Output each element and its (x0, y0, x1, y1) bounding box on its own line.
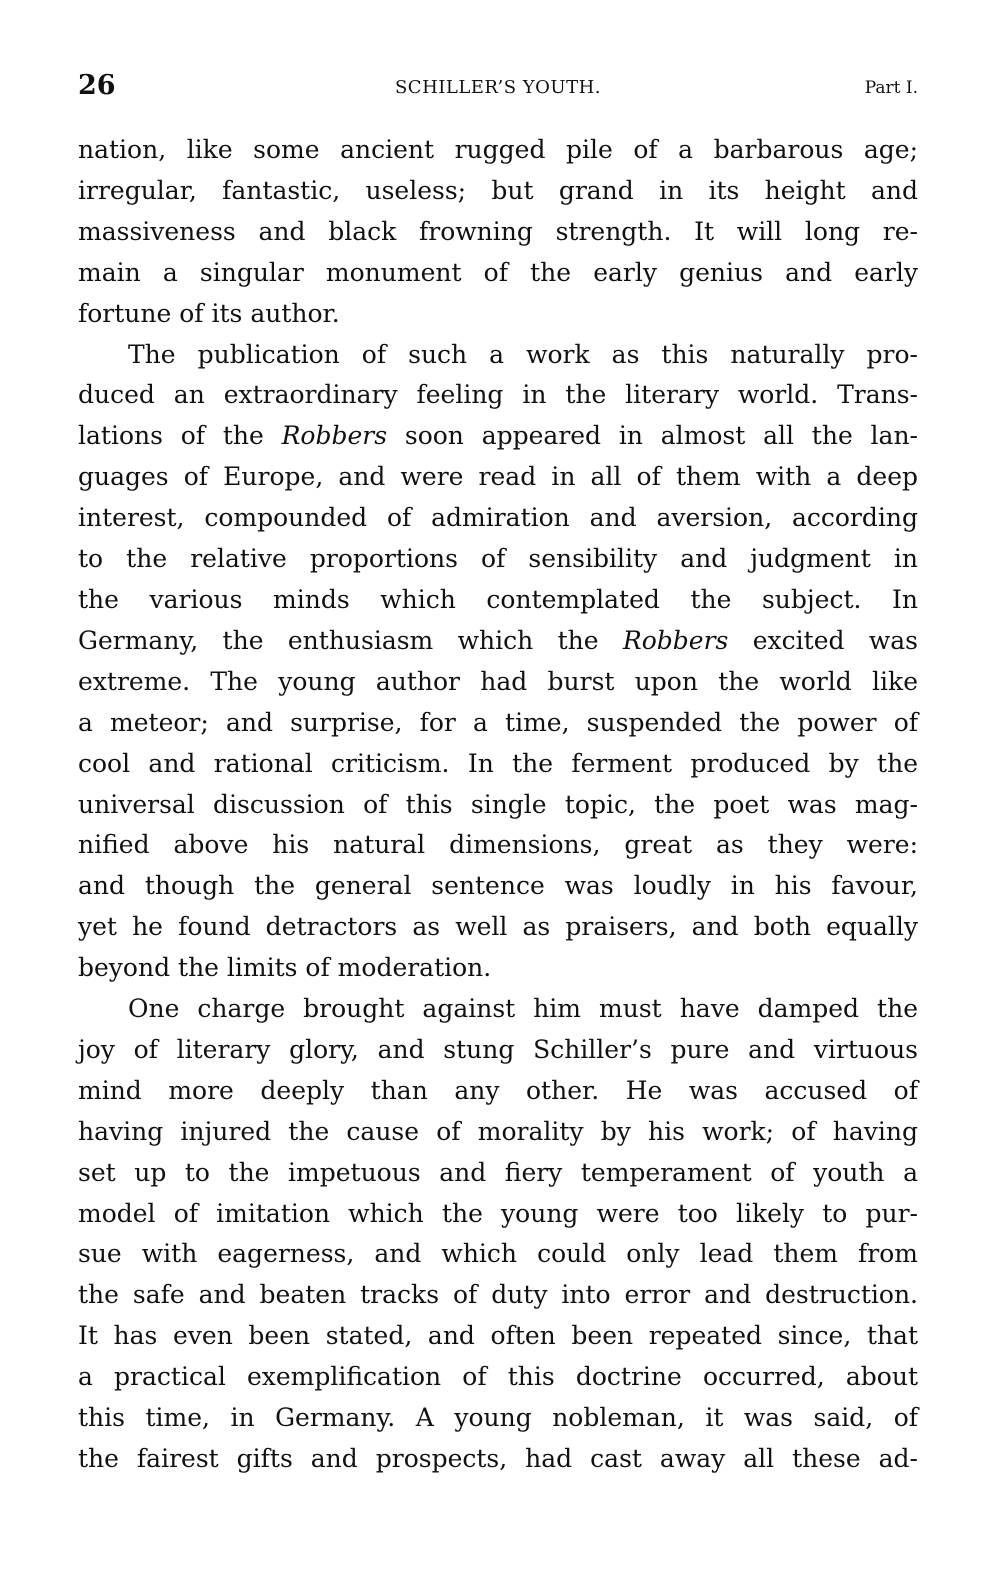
italic-title: Robbers (622, 625, 729, 655)
running-head (78, 70, 918, 110)
book-page (78, 70, 918, 1480)
text-line: mind more deeply than any other. He was accused of (78, 1075, 918, 1105)
text-line: a practical exemplification of this doctrine occurred, about (78, 1362, 918, 1392)
text-line: The publication of such a work as this naturally pro- (128, 339, 918, 369)
paragraph (78, 989, 918, 1480)
text-line: joy of literary glory, and stung Schiller’s pure and virtuous (78, 1034, 918, 1064)
page-number: 26 (78, 70, 116, 101)
text-line: nation, like some ancient rugged pile of a barbarous age; (78, 135, 918, 164)
text-line: the safe and beaten tracks of duty into error and destruction. (78, 1280, 918, 1310)
text-line-mixed (78, 621, 918, 662)
text-line: extreme. The young author had burst upon the world like (78, 666, 918, 696)
part-label: Part I. (864, 78, 918, 98)
text-line: the fairest gifts and prospects, had cast away all these ad- (78, 1444, 918, 1473)
text-line: irregular, fantastic, useless; but grand in its height and (78, 175, 918, 205)
text-line: model of imitation which the young were too likely to pur- (78, 1198, 918, 1228)
text-line: duced an extraordinary feeling in the literary world. Trans- (78, 380, 918, 410)
text-line: interest, compounded of admiration and aversion, according (78, 503, 918, 533)
text-line: having injured the cause of morality by his work; of having (78, 1116, 918, 1146)
text-line: beyond the limits of moderation. (78, 953, 492, 983)
text-line-mixed (78, 416, 918, 457)
text-run: soon appeared in almost all the lan- (387, 421, 918, 451)
text-line: this time, in Germany. A young nobleman, it was said, of (78, 1403, 918, 1433)
text-run: excited was (728, 625, 918, 655)
text-line: and though the general sentence was loudly in his favour, (78, 871, 918, 901)
text-line: cool and rational criticism. In the ferment produced by the (78, 748, 918, 778)
body-text (78, 130, 918, 1480)
italic-title: Robbers (281, 421, 388, 451)
text-line: to the relative proportions of sensibility and judgment in (78, 544, 918, 574)
text-line: set up to the impetuous and fiery temperament of youth a (78, 1157, 918, 1187)
text-line: the various minds which contemplated the subject. In (78, 584, 918, 614)
text-line: massiveness and black frowning strength. It will long re- (78, 216, 918, 246)
paragraph (78, 130, 918, 335)
text-run: lations of the (78, 421, 282, 451)
text-line: It has even been stated, and often been repeated since, that (78, 1321, 918, 1351)
paragraph (78, 335, 918, 990)
text-line: sue with eagerness, and which could only lead them from (78, 1239, 918, 1269)
text-run: Germany, the enthusiasm which the (78, 625, 623, 655)
text-line: main a singular monument of the early genius and early (78, 257, 918, 287)
text-line: fortune of its author. (78, 298, 340, 328)
text-line: One charge brought against him must have damped the (128, 994, 918, 1024)
text-line: universal discussion of this single topic, the poet was mag- (78, 789, 918, 819)
text-line: a meteor; and surprise, for a time, suspended the power of (78, 707, 918, 737)
text-line: guages of Europe, and were read in all of them with a deep (78, 462, 918, 492)
text-line: yet he found detractors as well as praisers, and both equally (78, 912, 918, 942)
text-line: nified above his natural dimensions, great as they were: (78, 830, 918, 860)
running-title: SCHILLER’S YOUTH. (394, 77, 602, 98)
